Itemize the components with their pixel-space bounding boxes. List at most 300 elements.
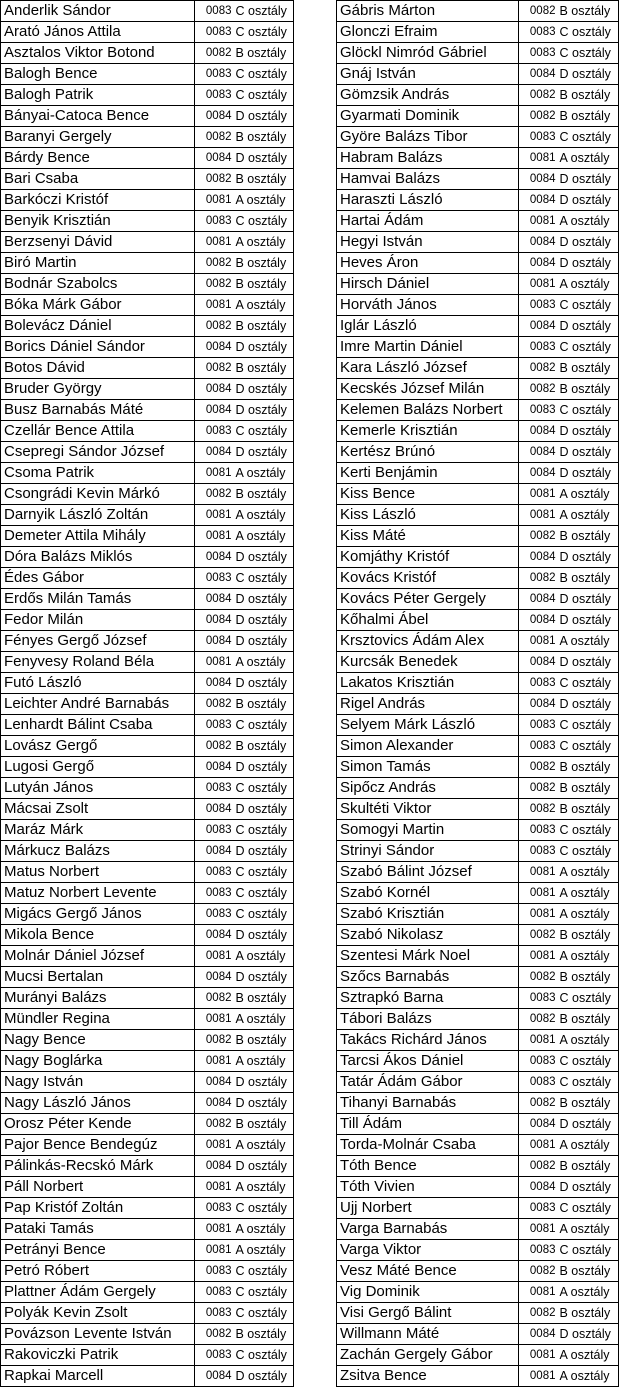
class-cell[interactable]: D osztály — [558, 589, 619, 610]
code-cell[interactable]: 0084 — [519, 652, 558, 673]
code-cell[interactable]: 0084 — [519, 1114, 558, 1135]
code-cell[interactable]: 0083 — [195, 820, 234, 841]
code-cell[interactable]: 0083 — [195, 715, 234, 736]
class-cell[interactable]: C osztály — [558, 988, 619, 1009]
class-cell[interactable]: B osztály — [234, 694, 294, 715]
class-cell[interactable]: D osztály — [558, 463, 619, 484]
code-cell[interactable]: 0081 — [195, 946, 234, 967]
code-cell[interactable]: 0082 — [519, 1261, 558, 1282]
code-cell[interactable]: 0082 — [519, 925, 558, 946]
code-cell[interactable]: 0083 — [195, 64, 234, 85]
class-cell[interactable]: B osztály — [558, 967, 619, 988]
code-cell[interactable]: 0081 — [519, 631, 558, 652]
code-cell[interactable]: 0083 — [195, 904, 234, 925]
name-cell[interactable]: Borics Dániel Sándor — [1, 337, 195, 358]
name-cell[interactable]: Márkucz Balázs — [1, 841, 195, 862]
class-cell[interactable]: A osztály — [234, 1177, 294, 1198]
name-cell[interactable]: Lenhardt Bálint Csaba — [1, 715, 195, 736]
code-cell[interactable]: 0081 — [519, 274, 558, 295]
class-cell[interactable]: B osztály — [558, 1156, 619, 1177]
name-cell[interactable]: Kurcsák Benedek — [337, 652, 519, 673]
class-cell[interactable]: A osztály — [234, 946, 294, 967]
name-cell[interactable]: Édes Gábor — [1, 568, 195, 589]
name-cell[interactable]: Pajor Bence Bendegúz — [1, 1135, 195, 1156]
code-cell[interactable]: 0083 — [519, 127, 558, 148]
class-cell[interactable]: A osztály — [558, 274, 619, 295]
name-cell[interactable]: Kertész Brúnó — [337, 442, 519, 463]
class-cell[interactable]: B osztály — [558, 526, 619, 547]
class-cell[interactable]: A osztály — [234, 295, 294, 316]
class-cell[interactable]: D osztály — [558, 421, 619, 442]
class-cell[interactable]: B osztály — [558, 358, 619, 379]
class-cell[interactable]: A osztály — [558, 883, 619, 904]
name-cell[interactable]: Hamvai Balázs — [337, 169, 519, 190]
class-cell[interactable]: D osztály — [558, 316, 619, 337]
class-cell[interactable]: B osztály — [558, 799, 619, 820]
name-cell[interactable]: Balogh Patrik — [1, 85, 195, 106]
class-cell[interactable]: D osztály — [558, 169, 619, 190]
class-cell[interactable]: D osztály — [234, 799, 294, 820]
class-cell[interactable]: C osztály — [558, 820, 619, 841]
name-cell[interactable]: Csongrádi Kevin Márkó — [1, 484, 195, 505]
code-cell[interactable]: 0082 — [195, 484, 234, 505]
name-cell[interactable]: Kelemen Balázs Norbert — [337, 400, 519, 421]
name-cell[interactable]: Bolevácz Dániel — [1, 316, 195, 337]
code-cell[interactable]: 0084 — [195, 799, 234, 820]
name-cell[interactable]: Szabó Kornél — [337, 883, 519, 904]
class-cell[interactable]: A osztály — [558, 1135, 619, 1156]
name-cell[interactable]: Czellár Bence Attila — [1, 421, 195, 442]
name-cell[interactable]: Skultéti Viktor — [337, 799, 519, 820]
class-cell[interactable]: B osztály — [558, 85, 619, 106]
name-cell[interactable]: Biró Martin — [1, 253, 195, 274]
name-cell[interactable]: Imre Martin Dániel — [337, 337, 519, 358]
class-cell[interactable]: A osztály — [234, 505, 294, 526]
class-cell[interactable]: D osztály — [234, 400, 294, 421]
name-cell[interactable]: Gömzsik András — [337, 85, 519, 106]
name-cell[interactable]: Takács Richárd János — [337, 1030, 519, 1051]
code-cell[interactable]: 0084 — [195, 673, 234, 694]
name-cell[interactable]: Kemerle Krisztián — [337, 421, 519, 442]
name-cell[interactable]: Pap Kristóf Zoltán — [1, 1198, 195, 1219]
code-cell[interactable]: 0082 — [519, 358, 558, 379]
name-cell[interactable]: Páll Norbert — [1, 1177, 195, 1198]
code-cell[interactable]: 0082 — [195, 988, 234, 1009]
class-cell[interactable]: B osztály — [234, 1114, 294, 1135]
class-cell[interactable]: B osztály — [234, 127, 294, 148]
name-cell[interactable]: Tarcsi Ákos Dániel — [337, 1051, 519, 1072]
code-cell[interactable]: 0082 — [195, 253, 234, 274]
name-cell[interactable]: Nagy Boglárka — [1, 1051, 195, 1072]
name-cell[interactable]: Kiss László — [337, 505, 519, 526]
name-cell[interactable]: Glöckl Nimród Gábriel — [337, 43, 519, 64]
class-cell[interactable]: A osztály — [558, 148, 619, 169]
code-cell[interactable]: 0083 — [195, 778, 234, 799]
code-cell[interactable]: 0081 — [519, 1366, 558, 1387]
code-cell[interactable]: 0082 — [195, 127, 234, 148]
code-cell[interactable]: 0083 — [519, 736, 558, 757]
code-cell[interactable]: 0084 — [519, 1177, 558, 1198]
name-cell[interactable]: Glonczi Efraim — [337, 22, 519, 43]
class-cell[interactable]: C osztály — [234, 883, 294, 904]
name-cell[interactable]: Iglár László — [337, 316, 519, 337]
name-cell[interactable]: Szőcs Barnabás — [337, 967, 519, 988]
code-cell[interactable]: 0084 — [195, 547, 234, 568]
class-cell[interactable]: B osztály — [558, 925, 619, 946]
class-cell[interactable]: A osztály — [234, 190, 294, 211]
name-cell[interactable]: Strinyi Sándor — [337, 841, 519, 862]
name-cell[interactable]: Botos Dávid — [1, 358, 195, 379]
class-cell[interactable]: A osztály — [234, 463, 294, 484]
code-cell[interactable]: 0082 — [519, 106, 558, 127]
code-cell[interactable]: 0083 — [519, 22, 558, 43]
code-cell[interactable]: 0084 — [195, 1072, 234, 1093]
code-cell[interactable]: 0082 — [519, 568, 558, 589]
name-cell[interactable]: Hegyi István — [337, 232, 519, 253]
class-cell[interactable]: D osztály — [234, 925, 294, 946]
name-cell[interactable]: Kara László József — [337, 358, 519, 379]
name-cell[interactable]: Szabó Krisztián — [337, 904, 519, 925]
code-cell[interactable]: 0083 — [519, 1051, 558, 1072]
class-cell[interactable]: D osztály — [234, 757, 294, 778]
code-cell[interactable]: 0082 — [519, 1009, 558, 1030]
class-cell[interactable]: C osztály — [234, 64, 294, 85]
code-cell[interactable]: 0084 — [519, 442, 558, 463]
code-cell[interactable]: 0081 — [195, 190, 234, 211]
code-cell[interactable]: 0082 — [519, 757, 558, 778]
name-cell[interactable]: Berzsenyi Dávid — [1, 232, 195, 253]
code-cell[interactable]: 0084 — [195, 925, 234, 946]
name-cell[interactable]: Szabó Nikolasz — [337, 925, 519, 946]
code-cell[interactable]: 0081 — [195, 1009, 234, 1030]
name-cell[interactable]: Torda-Molnár Csaba — [337, 1135, 519, 1156]
code-cell[interactable]: 0083 — [519, 988, 558, 1009]
class-cell[interactable]: D osztály — [234, 1072, 294, 1093]
name-cell[interactable]: Anderlik Sándor — [1, 1, 195, 22]
class-cell[interactable]: A osztály — [558, 505, 619, 526]
class-cell[interactable]: C osztály — [558, 841, 619, 862]
name-cell[interactable]: Vig Dominik — [337, 1282, 519, 1303]
code-cell[interactable]: 0081 — [519, 484, 558, 505]
name-cell[interactable]: Zachán Gergely Gábor — [337, 1345, 519, 1366]
name-cell[interactable]: Rapkai Marcell — [1, 1366, 195, 1387]
class-cell[interactable]: C osztály — [558, 43, 619, 64]
name-cell[interactable]: Pataki Tamás — [1, 1219, 195, 1240]
class-cell[interactable]: C osztály — [234, 1261, 294, 1282]
class-cell[interactable]: A osztály — [558, 1366, 619, 1387]
class-cell[interactable]: D osztály — [234, 673, 294, 694]
name-cell[interactable]: Bányai-Catoca Bence — [1, 106, 195, 127]
name-cell[interactable]: Bodnár Szabolcs — [1, 274, 195, 295]
code-cell[interactable]: 0081 — [519, 505, 558, 526]
name-cell[interactable]: Asztalos Viktor Botond — [1, 43, 195, 64]
code-cell[interactable]: 0081 — [195, 1051, 234, 1072]
code-cell[interactable]: 0081 — [519, 148, 558, 169]
code-cell[interactable]: 0082 — [519, 967, 558, 988]
class-cell[interactable]: C osztály — [234, 1282, 294, 1303]
name-cell[interactable]: Szabó Bálint József — [337, 862, 519, 883]
class-cell[interactable]: A osztály — [234, 652, 294, 673]
name-cell[interactable]: Tatár Ádám Gábor — [337, 1072, 519, 1093]
code-cell[interactable]: 0084 — [519, 463, 558, 484]
name-cell[interactable]: Varga Barnabás — [337, 1219, 519, 1240]
code-cell[interactable]: 0083 — [195, 1198, 234, 1219]
code-cell[interactable]: 0081 — [195, 232, 234, 253]
class-cell[interactable]: D osztály — [234, 1093, 294, 1114]
code-cell[interactable]: 0083 — [519, 43, 558, 64]
code-cell[interactable]: 0084 — [195, 757, 234, 778]
name-cell[interactable]: Zsitva Bence — [337, 1366, 519, 1387]
name-cell[interactable]: Haraszti László — [337, 190, 519, 211]
name-cell[interactable]: Bruder György — [1, 379, 195, 400]
name-cell[interactable]: Mucsi Bertalan — [1, 967, 195, 988]
class-cell[interactable]: B osztály — [558, 106, 619, 127]
code-cell[interactable]: 0083 — [195, 85, 234, 106]
code-cell[interactable]: 0082 — [195, 736, 234, 757]
class-cell[interactable]: C osztály — [234, 904, 294, 925]
code-cell[interactable]: 0082 — [519, 1303, 558, 1324]
code-cell[interactable]: 0083 — [519, 841, 558, 862]
name-cell[interactable]: Polyák Kevin Zsolt — [1, 1303, 195, 1324]
code-cell[interactable]: 0084 — [195, 967, 234, 988]
name-cell[interactable]: Tóth Bence — [337, 1156, 519, 1177]
class-cell[interactable]: B osztály — [234, 358, 294, 379]
code-cell[interactable]: 0082 — [519, 778, 558, 799]
name-cell[interactable]: Busz Barnabás Máté — [1, 400, 195, 421]
code-cell[interactable]: 0081 — [195, 1240, 234, 1261]
name-cell[interactable]: Rigel András — [337, 694, 519, 715]
class-cell[interactable]: B osztály — [558, 568, 619, 589]
name-cell[interactable]: Barkóczi Kristóf — [1, 190, 195, 211]
name-cell[interactable]: Petró Róbert — [1, 1261, 195, 1282]
class-cell[interactable]: D osztály — [234, 442, 294, 463]
code-cell[interactable]: 0082 — [519, 1093, 558, 1114]
code-cell[interactable]: 0083 — [519, 1072, 558, 1093]
class-cell[interactable]: D osztály — [558, 547, 619, 568]
class-cell[interactable]: C osztály — [558, 400, 619, 421]
code-cell[interactable]: 0082 — [195, 694, 234, 715]
code-cell[interactable]: 0081 — [195, 526, 234, 547]
code-cell[interactable]: 0082 — [195, 1030, 234, 1051]
class-cell[interactable]: D osztály — [234, 610, 294, 631]
class-cell[interactable]: B osztály — [234, 1324, 294, 1345]
name-cell[interactable]: Petrányi Bence — [1, 1240, 195, 1261]
code-cell[interactable]: 0083 — [195, 1345, 234, 1366]
name-cell[interactable]: Nagy László János — [1, 1093, 195, 1114]
name-cell[interactable]: Lakatos Krisztián — [337, 673, 519, 694]
code-cell[interactable]: 0083 — [195, 883, 234, 904]
code-cell[interactable]: 0083 — [519, 715, 558, 736]
code-cell[interactable]: 0081 — [519, 1219, 558, 1240]
code-cell[interactable]: 0083 — [195, 421, 234, 442]
code-cell[interactable]: 0081 — [519, 946, 558, 967]
class-cell[interactable]: B osztály — [558, 1009, 619, 1030]
code-cell[interactable]: 0083 — [519, 400, 558, 421]
name-cell[interactable]: Futó László — [1, 673, 195, 694]
class-cell[interactable]: C osztály — [234, 568, 294, 589]
name-cell[interactable]: Selyem Márk László — [337, 715, 519, 736]
class-cell[interactable]: C osztály — [558, 1051, 619, 1072]
class-cell[interactable]: D osztály — [234, 106, 294, 127]
class-cell[interactable]: C osztály — [234, 1345, 294, 1366]
class-cell[interactable]: D osztály — [234, 967, 294, 988]
name-cell[interactable]: Dóra Balázs Miklós — [1, 547, 195, 568]
code-cell[interactable]: 0084 — [519, 169, 558, 190]
class-cell[interactable]: C osztály — [234, 862, 294, 883]
name-cell[interactable]: Tihanyi Barnabás — [337, 1093, 519, 1114]
code-cell[interactable]: 0081 — [195, 463, 234, 484]
code-cell[interactable]: 0084 — [195, 631, 234, 652]
name-cell[interactable]: Darnyik László Zoltán — [1, 505, 195, 526]
name-cell[interactable]: Orosz Péter Kende — [1, 1114, 195, 1135]
class-cell[interactable]: B osztály — [558, 1303, 619, 1324]
code-cell[interactable]: 0084 — [519, 547, 558, 568]
name-cell[interactable]: Vesz Máté Bence — [337, 1261, 519, 1282]
name-cell[interactable]: Willmann Máté — [337, 1324, 519, 1345]
code-cell[interactable]: 0084 — [519, 232, 558, 253]
class-cell[interactable]: B osztály — [558, 379, 619, 400]
name-cell[interactable]: Kecskés József Milán — [337, 379, 519, 400]
name-cell[interactable]: Nagy Bence — [1, 1030, 195, 1051]
class-cell[interactable]: B osztály — [234, 43, 294, 64]
code-cell[interactable]: 0082 — [519, 85, 558, 106]
name-cell[interactable]: Erdős Milán Tamás — [1, 589, 195, 610]
class-cell[interactable]: C osztály — [558, 1240, 619, 1261]
code-cell[interactable]: 0083 — [519, 295, 558, 316]
name-cell[interactable]: Mácsai Zsolt — [1, 799, 195, 820]
code-cell[interactable]: 0083 — [195, 1282, 234, 1303]
class-cell[interactable]: C osztály — [558, 673, 619, 694]
code-cell[interactable]: 0084 — [519, 421, 558, 442]
code-cell[interactable]: 0084 — [195, 379, 234, 400]
class-cell[interactable]: A osztály — [234, 1240, 294, 1261]
class-cell[interactable]: C osztály — [558, 1198, 619, 1219]
code-cell[interactable]: 0081 — [519, 1135, 558, 1156]
code-cell[interactable]: 0083 — [195, 568, 234, 589]
name-cell[interactable]: Habram Balázs — [337, 148, 519, 169]
class-cell[interactable]: D osztály — [558, 1177, 619, 1198]
name-cell[interactable]: Fényes Gergő József — [1, 631, 195, 652]
class-cell[interactable]: A osztály — [558, 484, 619, 505]
code-cell[interactable]: 0082 — [195, 1324, 234, 1345]
code-cell[interactable]: 0083 — [519, 673, 558, 694]
name-cell[interactable]: Bárdy Bence — [1, 148, 195, 169]
class-cell[interactable]: C osztály — [234, 715, 294, 736]
code-cell[interactable]: 0082 — [519, 799, 558, 820]
class-cell[interactable]: C osztály — [234, 820, 294, 841]
code-cell[interactable]: 0082 — [195, 316, 234, 337]
code-cell[interactable]: 0081 — [195, 652, 234, 673]
name-cell[interactable]: Tóth Vivien — [337, 1177, 519, 1198]
code-cell[interactable]: 0082 — [195, 358, 234, 379]
code-cell[interactable]: 0084 — [519, 190, 558, 211]
class-cell[interactable]: C osztály — [558, 1072, 619, 1093]
class-cell[interactable]: B osztály — [558, 1, 619, 22]
class-cell[interactable]: B osztály — [234, 988, 294, 1009]
name-cell[interactable]: Sztrapkó Barna — [337, 988, 519, 1009]
name-cell[interactable]: Simon Alexander — [337, 736, 519, 757]
code-cell[interactable]: 0084 — [195, 1093, 234, 1114]
class-cell[interactable]: C osztály — [558, 295, 619, 316]
code-cell[interactable]: 0081 — [519, 862, 558, 883]
code-cell[interactable]: 0083 — [195, 211, 234, 232]
name-cell[interactable]: Ujj Norbert — [337, 1198, 519, 1219]
name-cell[interactable]: Csoma Patrik — [1, 463, 195, 484]
name-cell[interactable]: Kovács Péter Gergely — [337, 589, 519, 610]
code-cell[interactable]: 0081 — [195, 505, 234, 526]
code-cell[interactable]: 0082 — [195, 1114, 234, 1135]
code-cell[interactable]: 0084 — [195, 400, 234, 421]
code-cell[interactable]: 0081 — [519, 904, 558, 925]
code-cell[interactable]: 0084 — [195, 442, 234, 463]
code-cell[interactable]: 0083 — [519, 1198, 558, 1219]
code-cell[interactable]: 0082 — [519, 526, 558, 547]
name-cell[interactable]: Krsztovics Ádám Alex — [337, 631, 519, 652]
code-cell[interactable]: 0082 — [519, 379, 558, 400]
code-cell[interactable]: 0083 — [195, 862, 234, 883]
class-cell[interactable]: B osztály — [234, 169, 294, 190]
class-cell[interactable]: D osztály — [558, 610, 619, 631]
class-cell[interactable]: B osztály — [234, 736, 294, 757]
class-cell[interactable]: A osztály — [558, 946, 619, 967]
code-cell[interactable]: 0084 — [195, 610, 234, 631]
name-cell[interactable]: Heves Áron — [337, 253, 519, 274]
class-cell[interactable]: A osztály — [234, 232, 294, 253]
class-cell[interactable]: D osztály — [234, 1366, 294, 1387]
class-cell[interactable]: A osztály — [558, 631, 619, 652]
name-cell[interactable]: Arató János Attila — [1, 22, 195, 43]
name-cell[interactable]: Lutyán János — [1, 778, 195, 799]
name-cell[interactable]: Lovász Gergő — [1, 736, 195, 757]
class-cell[interactable]: D osztály — [558, 253, 619, 274]
name-cell[interactable]: Maráz Márk — [1, 820, 195, 841]
code-cell[interactable]: 0081 — [519, 1345, 558, 1366]
code-cell[interactable]: 0084 — [195, 841, 234, 862]
code-cell[interactable]: 0083 — [195, 1261, 234, 1282]
name-cell[interactable]: Molnár Dániel József — [1, 946, 195, 967]
name-cell[interactable]: Sipőcz András — [337, 778, 519, 799]
class-cell[interactable]: A osztály — [558, 211, 619, 232]
name-cell[interactable]: Kiss Máté — [337, 526, 519, 547]
code-cell[interactable]: 0084 — [519, 694, 558, 715]
code-cell[interactable]: 0082 — [519, 1156, 558, 1177]
code-cell[interactable]: 0082 — [195, 169, 234, 190]
code-cell[interactable]: 0081 — [519, 1030, 558, 1051]
code-cell[interactable]: 0083 — [519, 1240, 558, 1261]
class-cell[interactable]: D osztály — [234, 547, 294, 568]
class-cell[interactable]: D osztály — [558, 64, 619, 85]
class-cell[interactable]: B osztály — [234, 253, 294, 274]
class-cell[interactable]: A osztály — [558, 862, 619, 883]
name-cell[interactable]: Simon Tamás — [337, 757, 519, 778]
class-cell[interactable]: C osztály — [558, 736, 619, 757]
code-cell[interactable]: 0082 — [519, 1, 558, 22]
code-cell[interactable]: 0081 — [195, 1177, 234, 1198]
code-cell[interactable]: 0084 — [195, 106, 234, 127]
class-cell[interactable]: D osztály — [234, 631, 294, 652]
class-cell[interactable]: C osztály — [558, 715, 619, 736]
name-cell[interactable]: Komjáthy Kristóf — [337, 547, 519, 568]
code-cell[interactable]: 0083 — [195, 1303, 234, 1324]
code-cell[interactable]: 0084 — [195, 1366, 234, 1387]
class-cell[interactable]: D osztály — [558, 190, 619, 211]
code-cell[interactable]: 0081 — [519, 883, 558, 904]
code-cell[interactable]: 0084 — [195, 1156, 234, 1177]
name-cell[interactable]: Hartai Ádám — [337, 211, 519, 232]
code-cell[interactable]: 0084 — [519, 1324, 558, 1345]
class-cell[interactable]: A osztály — [234, 526, 294, 547]
class-cell[interactable]: B osztály — [558, 778, 619, 799]
